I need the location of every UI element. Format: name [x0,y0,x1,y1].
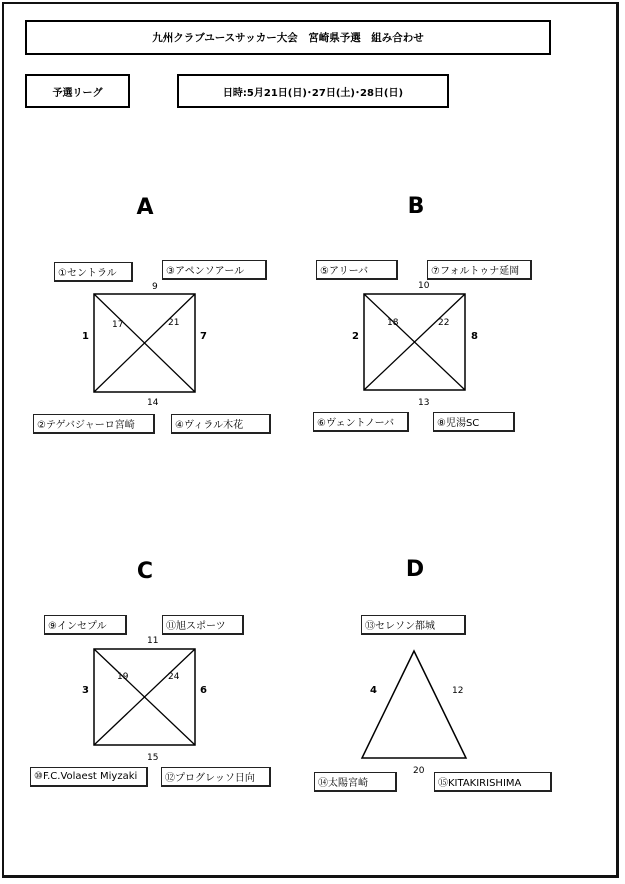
stage-label: 予選リーグ [25,74,130,108]
team-c9: ⑨インセプル [44,615,127,635]
schedule-dates: 日時:5月21日(日)･27日(土)･28日(日) [177,74,449,108]
team-b8: ⑧児湯SC [433,412,515,432]
match-a-diag-left: 17 [112,320,124,330]
match-c-bottom: 15 [147,753,159,763]
match-c-diag-right: 24 [168,672,180,682]
match-b-bottom: 13 [418,398,430,408]
match-b-diag-left: 18 [387,318,399,328]
match-c-diag-left: 19 [117,672,129,682]
match-a-top: 9 [152,282,158,292]
match-d-bottom: 20 [413,766,425,776]
group-d-letter: D [405,557,425,582]
group-b-letter: B [407,194,425,219]
team-d13: ⑬セレソン都城 [361,615,466,635]
team-c10: ⑩F.C.Volaest Miyzaki [30,767,148,787]
team-d14: ⑭太陽宮崎 [314,772,397,792]
team-b5: ⑤アリーバ [316,260,398,280]
match-c-top: 11 [147,636,159,646]
team-b7: ⑦フォルトゥナ延岡 [427,260,532,280]
match-b-top: 10 [418,281,430,291]
team-a3: ③アペンソアール [162,260,267,280]
match-a-diag-right: 21 [168,318,180,328]
team-a1: ①セントラル [54,262,133,282]
match-d-left: 4 [370,685,377,696]
match-a-left: 1 [82,331,89,342]
match-b-diag-right: 22 [438,318,450,328]
match-a-bottom: 14 [147,398,159,408]
page-title: 九州クラブユースサッカー大会 宮崎県予選 組み合わせ [25,20,551,55]
team-a2: ②テゲバジャーロ宮崎 [33,414,155,434]
team-d15: ⑮KITAKIRISHIMA [434,772,552,792]
group-a-letter: A [136,195,154,220]
team-b6: ⑥ヴェントノーバ [313,412,409,432]
match-b-left: 2 [352,331,359,342]
match-c-right: 6 [200,685,207,696]
group-c-letter: C [136,559,154,584]
team-c12: ⑫プログレッソ日向 [161,767,271,787]
team-c11: ⑪旭スポーツ [162,615,244,635]
match-d-right: 12 [452,686,464,696]
match-a-right: 7 [200,331,207,342]
match-b-right: 8 [471,331,478,342]
match-c-left: 3 [82,685,89,696]
team-a4: ④ヴィラル木花 [171,414,271,434]
